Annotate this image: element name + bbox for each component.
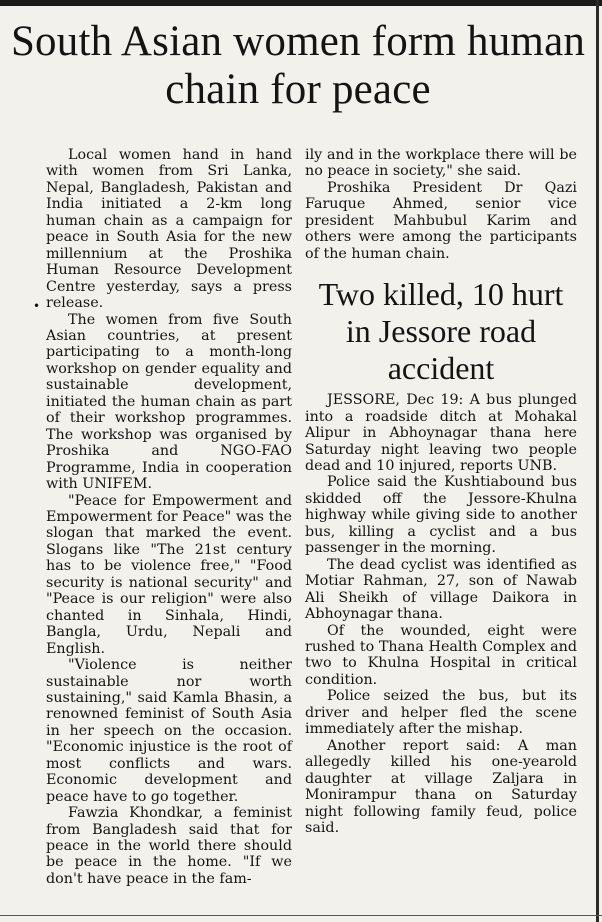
- margin-mark: •: [33, 299, 41, 313]
- paragraph-continuation: ily and in the workplace there will be no peace in society," she said.: [305, 147, 577, 180]
- headline: South Asian women form human chain for peace: [10, 18, 586, 113]
- paragraph: Proshika President Dr Qazi Faruque Ahmed, senior vice president Mahbubul Karim and others were among the participants of the human chain.: [305, 179, 577, 262]
- paragraph: The dead cyclist was identified as Motiar Rahman, 27, son of Nawab Ali Sheikh of village Daikora in Abhoynagar thana.: [305, 556, 577, 623]
- paragraph: The women from five South Asian countries, at present participating to a month-long workshop on gender equality and sustainable development, initiated the human chain as part of their workshop programmes. The workshop was organised by Proshika and NGO-FAO Programme, India in cooperation with UNIFEM.: [46, 311, 292, 493]
- bottom-rule: [0, 915, 602, 916]
- paragraph: "Violence is neither sustainable nor worth sustaining," said Kamla Bhasin, a renowned feminist of South Asia in her speech on the occasion. "Economic injustice is the root of most conflicts and wars. Economic development and peace have to go together.: [46, 657, 292, 805]
- paragraph: Another report said: A man allegedly killed his one-yearold daughter at village Zaljara in Monirampur thana on Saturday night following family feud, police said.: [305, 737, 577, 836]
- top-rule: [0, 0, 602, 6]
- paragraph: Police seized the bus, but its driver and helper fled the scene immediately after the mishap.: [305, 688, 577, 738]
- right-column: [305, 147, 577, 836]
- right-column-rule: [596, 0, 599, 922]
- paragraph: Fawzia Khondkar, a feminist from Bangladesh said that for peace in the world there should be peace in the home. "If we don't have peace in the fam-: [46, 805, 292, 887]
- paragraph: JESSORE, Dec 19: A bus plunged into a roadside ditch at Mohakal Alipur in Abhoynagar thana here Saturday night leaving two people dead and 10 injured, reports UNB.: [305, 392, 577, 474]
- left-column: [46, 147, 292, 887]
- paragraph: Of the wounded, eight were rushed to Thana Health Complex and two to Khulna Hospital in critical condition.: [305, 622, 577, 688]
- paragraph: Local women hand in hand with women from Sri Lanka, Nepal, Bangladesh, Pakistan and India initiated a 2-km long human chain as a campaign for peace in South Asia for the new millennium at the Proshika Human Resource Development Centre yesterday, says a press release.: [46, 147, 292, 312]
- paragraph: "Peace for Empowerment and Empowerment for Peace" was the slogan that marked the event. Slogans like "The 21st century has to be violence free," "Food security is national security" and "Peace is our religion" were also chanted in Sinhala, Hindi, Bangla, Urdu, Nepali and English.: [46, 492, 292, 657]
- paragraph: Police said the Kushtiabound bus skidded off the Jessore-Khulna highway while giving side to another bus, killing a cyclist and a bus passenger in the morning.: [305, 474, 577, 557]
- second-story-headline: Two killed, 10 hurt in Jessore road accident: [318, 276, 564, 387]
